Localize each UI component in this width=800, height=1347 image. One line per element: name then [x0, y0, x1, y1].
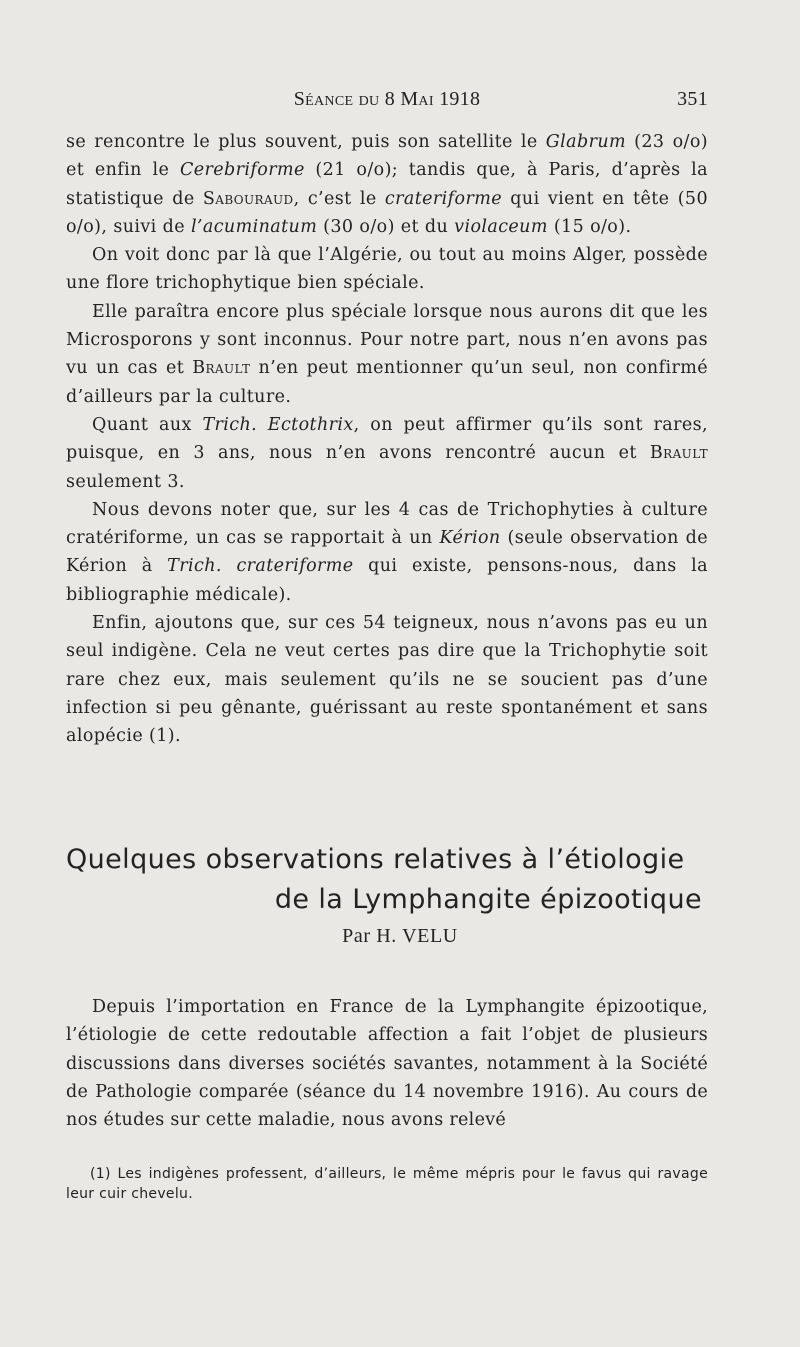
text-run: (21 o/o); tandis que, à Paris, d’après la statistique de	[66, 160, 708, 209]
text-run: Enfin, ajoutons que, sur ces 54 teigneux, nous n’avons pas eu un seul indigène. Cela ne veut certes pas dire que la Trichophytie soit rare chez eux, mais seulement qu’ils ne se soucient pas d’une infection si peu gênante, guérissant au reste spontanément et sans alopécie (1).	[66, 613, 708, 747]
text-run: qui existe, pensons-nous, dans la bibliographie médicale).	[66, 556, 709, 605]
text-run: Brault	[192, 358, 251, 379]
article-title	[66, 840, 708, 920]
text-run: qui vient en tête (50 o/o), suivi de	[66, 188, 708, 237]
text-run: Brault	[649, 443, 708, 464]
article-title-line-2: de la Lymphangite épizootique	[274, 884, 702, 915]
text-run: n’en peut mentionner qu’un seul, non confirmé d’ailleurs par la culture.	[66, 358, 708, 407]
text-run: (30 o/o) et du	[317, 216, 455, 237]
text-run: Elle paraîtra encore plus spéciale lorsque nous aurons dit que les Microsporons y sont inconnus. Pour notre part, nous n’en avons pas vu un cas et	[66, 301, 708, 379]
article-body	[66, 993, 708, 1134]
text-run: Trich. Ectothrix	[202, 414, 354, 435]
body-paragraph	[66, 298, 708, 411]
text-run: Quant aux	[92, 414, 203, 435]
text-run: (23 o/o) et enfin le	[66, 132, 708, 181]
text-run: violaceum	[454, 216, 548, 237]
body-paragraph	[66, 128, 708, 241]
text-run: (seule observation de Kérion à	[66, 528, 708, 577]
text-run: , c’est le	[293, 188, 385, 209]
body-paragraph	[66, 241, 708, 298]
text-run: Sabouraud	[202, 188, 294, 209]
text-run: l’acuminatum	[190, 216, 318, 237]
page-number: 351	[677, 88, 708, 110]
text-run: Cerebriforme	[179, 160, 305, 181]
body-text	[66, 128, 708, 751]
text-run: On voit donc par là que l’Algérie, ou tout au moins Alger, possède une flore trichophytique bien spéciale.	[66, 245, 708, 294]
text-run: (15 o/o).	[547, 216, 632, 237]
text-run: crateriforme	[384, 188, 502, 209]
text-run: Glabrum	[545, 132, 627, 152]
body-paragraph	[66, 496, 708, 609]
text-run: , on peut affirmer qu’ils sont rares, puisque, en 3 ans, nous n’en avons rencontré aucun et	[66, 414, 709, 464]
article-paragraph: Depuis l’importation en France de la Lymphangite épizootique, l’étiologie de cette redoutable affection a fait l’objet de plusieurs discussions dans diverses sociétés savantes, notamment à la Société de Pathologie comparée (séance du 14 novembre 1916). Au cours de nos études sur cette maladie, nous avons relevé	[66, 997, 708, 1131]
footnote-text: (1) Les indigènes professent, d’ailleurs, le même mépris pour le favus qui ravage leur cuir chevelu.	[66, 1166, 708, 1202]
text-run: seulement 3.	[66, 471, 185, 492]
body-paragraph	[66, 609, 708, 750]
page-header	[66, 88, 708, 118]
text-run: Trich. crateriforme	[167, 556, 354, 577]
text-run: Kérion	[439, 528, 501, 549]
running-title: Séance du 8 Mai 1918	[293, 88, 481, 110]
footnote	[66, 1164, 708, 1204]
article-title-line-1: Quelques observations relatives à l’étiologie	[66, 844, 685, 875]
text-run: se rencontre le plus souvent, puis son satellite le	[66, 132, 546, 152]
article-byline: Par H. VELU	[342, 925, 458, 947]
body-paragraph	[66, 411, 708, 496]
text-run: Nous devons noter que, sur les 4 cas de Trichophyties à culture cratériforme, un cas se rapportait à un	[66, 499, 708, 549]
